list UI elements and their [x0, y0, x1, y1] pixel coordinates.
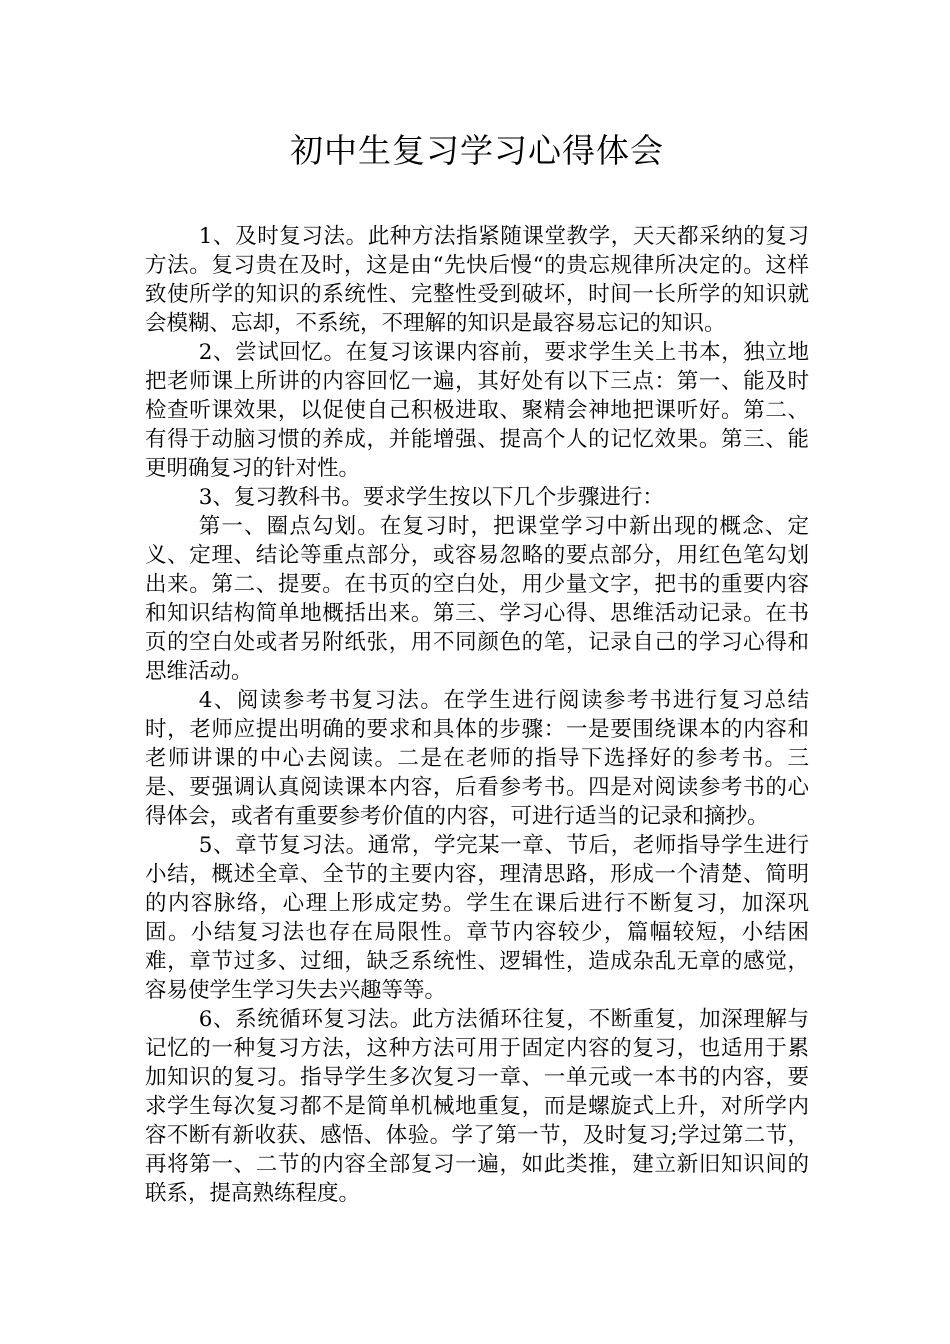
- paragraph-2: 2、尝试回忆。在复习该课内容前，要求学生关上书本，独立地把老师课上所讲的内容回忆一遍，其好处有以下三点：第一、能及时检查听课效果，以促使自己积极进取、聚精会神地把课听好。第二、有得于动脑习惯的养成，并能增强、提高个人的记忆效果。第三、能更明确复习的针对性。: [145, 340, 809, 481]
- document-body: [145, 222, 809, 1208]
- paragraph-4: 第一、圈点勾划。在复习时，把课堂学习中新出现的概念、定义、定理、结论等重点部分，或容易忽略的要点部分，用红色笔勾划出来。第二、提要。在书页的空白处，用少量文字，把书的重要内容和知识结构简单地概括出来。第三、学习心得、思维活动记录。在书页的空白处或者另附纸张，用不同颜色的笔，记录自己的学习心得和思维活动。: [145, 514, 809, 684]
- document-page: [145, 128, 809, 1208]
- paragraph-6: 5、章节复习法。通常，学完某一章、节后，老师指导学生进行小结，概述全章、全节的主要内容，理清思路，形成一个清楚、简明的内容脉络，心理上形成定势。学生在课后进行不断复习，加深巩固。小结复习法也存在局限性。章节内容较少，篇幅较短，小结困难，章节过多、过细，缺乏系统性、逻辑性，造成杂乱无章的感觉，容易使学生学习失去兴趣等等。: [145, 833, 809, 1003]
- paragraph-1: 1、及时复习法。此种方法指紧随课堂教学，天天都采纳的复习方法。复习贵在及时，这是由“先快后慢“的贵忘规律所决定的。这样致使所学的知识的系统性、完整性受到破坏，时间一长所学的知识就会模糊、忘却，不系统，不理解的知识是最容易忘记的知识。: [145, 224, 809, 336]
- paragraph-5: 4、阅读参考书复习法。在学生进行阅读参考书进行复习总结时，老师应提出明确的要求和具体的步骤：一是要围绕课本的内容和老师讲课的中心去阅读。二是在老师的指导下选择好的参考书。三是、要强调认真阅读课本内容，后看参考书。四是对阅读参考书的心得体会，或者有重要参考价值的内容，可进行适当的记录和摘抄。: [145, 688, 809, 829]
- paragraph-7: 6、系统循环复习法。此方法循环往复，不断重复，加深理解与记忆的一种复习方法，这种方法可用于固定内容的复习，也适用于累加知识的复习。指导学生多次复习一章、一单元或一本书的内容，要求学生每次复习都不是简单机械地重复，而是螺旋式上升，对所学内容不断有新收获、感悟、体验。学了第一节，及时复习;学过第二节，再将第一、二节的内容全部复习一遍，如此类推，建立新旧知识间的联系，提高熟练程度。: [145, 1007, 809, 1206]
- document-title: 初中生复习学习心得体会: [290, 131, 664, 170]
- paragraph-3: 3、复习教科书。要求学生按以下几个步骤进行：: [198, 485, 664, 510]
